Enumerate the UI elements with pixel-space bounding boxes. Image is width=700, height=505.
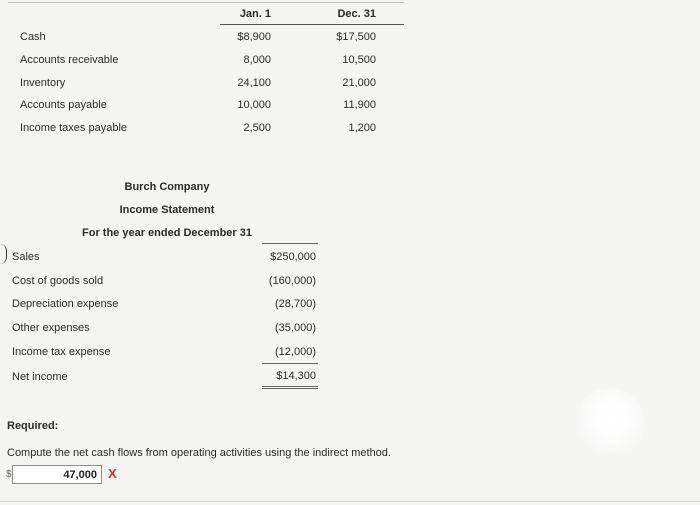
balance-jan-itp: 2,500 — [243, 122, 271, 134]
header-dec: Dec. 31 — [337, 8, 376, 20]
balance-label-inventory: Inventory — [20, 77, 66, 89]
is-label-sales: Sales — [12, 251, 40, 263]
balance-jan-cash: $8,900 — [237, 31, 271, 43]
question-prompt: Compute the net cash flows from operating activities using the indirect method. — [7, 447, 391, 459]
net-income-double-rule — [262, 386, 318, 389]
collapse-bracket — [0, 244, 7, 264]
is-label-cogs: Cost of goods sold — [12, 275, 104, 287]
photo-glare — [563, 376, 656, 469]
balance-jan-inventory: 24,100 — [237, 77, 271, 89]
balance-jan-ar: 8,000 — [243, 54, 271, 66]
balance-label-ap: Accounts payable — [20, 99, 107, 111]
balance-label-ar: Accounts receivable — [20, 54, 119, 66]
balance-label-cash: Cash — [20, 31, 46, 43]
is-value-other: (35,000) — [275, 322, 316, 334]
top-divider — [8, 2, 404, 3]
is-value-cogs: (160,000) — [268, 275, 316, 287]
is-label-net-income: Net income — [12, 371, 68, 383]
statement-title: Income Statement — [119, 204, 215, 216]
balance-dec-ap: 11,900 — [343, 99, 376, 111]
is-value-sales: $250,000 — [270, 251, 316, 263]
is-value-net-income: $14,300 — [276, 370, 316, 382]
is-label-depreciation: Depreciation expense — [12, 298, 119, 310]
balance-jan-ap: 10,000 — [237, 99, 271, 111]
is-value-tax: (12,000) — [275, 346, 316, 358]
required-heading: Required: — [7, 420, 59, 432]
is-label-other: Other expenses — [12, 322, 90, 334]
statement-period: For the year ended December 31 — [82, 227, 252, 239]
is-label-tax: Income tax expense — [12, 346, 111, 358]
net-income-rule — [262, 363, 318, 364]
balance-dec-ar: 10,500 — [342, 54, 376, 66]
balance-dec-inventory: 21,000 — [342, 77, 376, 89]
bottom-divider — [0, 501, 700, 502]
statement-header-rule — [262, 243, 318, 244]
incorrect-x-icon: X — [108, 466, 117, 481]
balance-dec-cash: $17,500 — [336, 31, 376, 43]
currency-symbol: $ — [6, 469, 12, 480]
is-value-depreciation: (28,700) — [275, 298, 316, 310]
header-jan: Jan. 1 — [239, 8, 271, 20]
answer-input[interactable]: 47,000 — [12, 465, 102, 484]
header-underline — [220, 24, 404, 25]
company-name: Burch Company — [124, 181, 210, 193]
balance-label-itp: Income taxes payable — [20, 122, 128, 134]
balance-dec-itp: 1,200 — [348, 122, 376, 134]
